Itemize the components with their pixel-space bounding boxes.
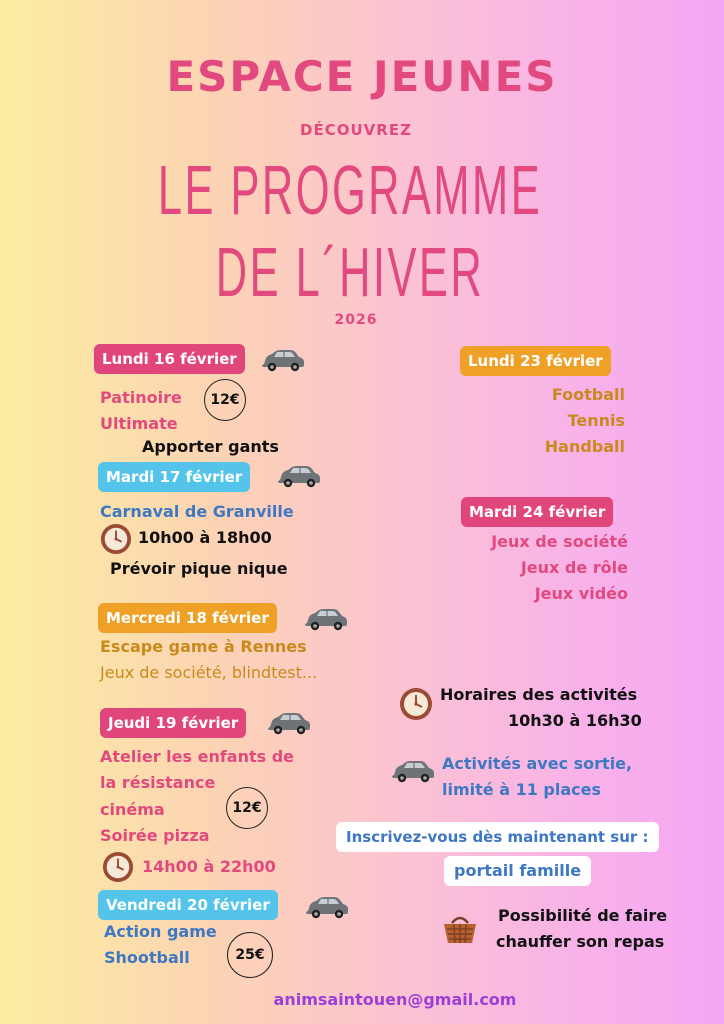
headline-line-2: DE L´HIVER — [215, 233, 485, 311]
info-meal-line-2: chauffer son repas — [496, 932, 665, 951]
hours-mardi-17: 10h00 à 18h00 — [138, 528, 272, 547]
car-icon — [260, 347, 306, 373]
info-outing-line-1: Activités avec sortie, — [442, 754, 633, 773]
activity-football: Football — [551, 385, 625, 404]
price-badge: 12€ — [204, 379, 246, 421]
page-title: ESPACE JEUNES — [166, 52, 558, 101]
portal-link[interactable]: portail famille — [444, 856, 591, 886]
day-badge-jeudi-19: Jeudi 19 février — [100, 708, 246, 738]
year-label: 2026 — [334, 312, 378, 328]
activity-tennis: Tennis — [567, 411, 625, 430]
car-icon — [304, 894, 350, 920]
activity-patinoire: Patinoire — [100, 388, 182, 407]
headline-line-1: LE PROGRAMME — [157, 151, 543, 229]
car-icon — [303, 606, 349, 632]
note-apporter-gants: Apporter gants — [142, 437, 279, 456]
car-icon — [266, 710, 312, 736]
activity-escape-game: Escape game à Rennes — [100, 637, 307, 656]
activity-jeux-video: Jeux vidéo — [534, 584, 628, 603]
info-hours-value: 10h30 à 16h30 — [508, 711, 642, 730]
activity-atelier: Atelier les enfants de — [100, 747, 295, 766]
price-badge: 25€ — [227, 932, 273, 978]
basket-icon — [442, 913, 478, 945]
car-icon — [390, 758, 436, 784]
activity-soiree-pizza: Soirée pizza — [100, 826, 210, 845]
note-pique-nique: Prévoir pique nique — [110, 559, 288, 578]
activity-cinema: cinéma — [100, 800, 165, 819]
activity-shootball: Shootball — [104, 948, 190, 967]
car-icon — [276, 463, 322, 489]
day-badge-mercredi-18: Mercredi 18 février — [98, 603, 277, 633]
info-hours-title: Horaires des activités — [440, 685, 638, 704]
price-badge: 12€ — [226, 787, 268, 829]
clock-icon — [100, 523, 132, 555]
activity-action-game: Action game — [104, 922, 217, 941]
activity-jeux-societe: Jeux de société — [491, 532, 628, 551]
day-badge-mardi-17: Mardi 17 février — [98, 462, 250, 492]
clock-icon — [399, 687, 433, 721]
contact-email[interactable]: animsaintouen@gmail.com — [273, 990, 517, 1009]
activity-jeux-role: Jeux de rôle — [520, 558, 628, 577]
signup-banner: Inscrivez-vous dès maintenant sur : — [336, 822, 659, 852]
hours-jeudi-19: 14h00 à 22h00 — [142, 857, 276, 876]
info-meal-line-1: Possibilité de faire — [498, 906, 668, 925]
clock-icon — [102, 851, 134, 883]
info-outing-line-2: limité à 11 places — [442, 780, 601, 799]
activity-carnaval: Carnaval de Granville — [100, 502, 294, 521]
discover-label: DÉCOUVREZ — [300, 121, 412, 139]
activity-jeux-blindtest: Jeux de société, blindtest... — [100, 663, 318, 682]
day-badge-mardi-24: Mardi 24 février — [461, 497, 613, 527]
day-badge-vendredi-20: Vendredi 20 février — [98, 890, 278, 920]
day-badge-lundi-16: Lundi 16 février — [94, 344, 245, 374]
activity-ultimate: Ultimate — [100, 414, 178, 433]
day-badge-lundi-23: Lundi 23 février — [460, 346, 611, 376]
activity-handball: Handball — [544, 437, 625, 456]
activity-resistance: la résistance — [100, 773, 216, 792]
